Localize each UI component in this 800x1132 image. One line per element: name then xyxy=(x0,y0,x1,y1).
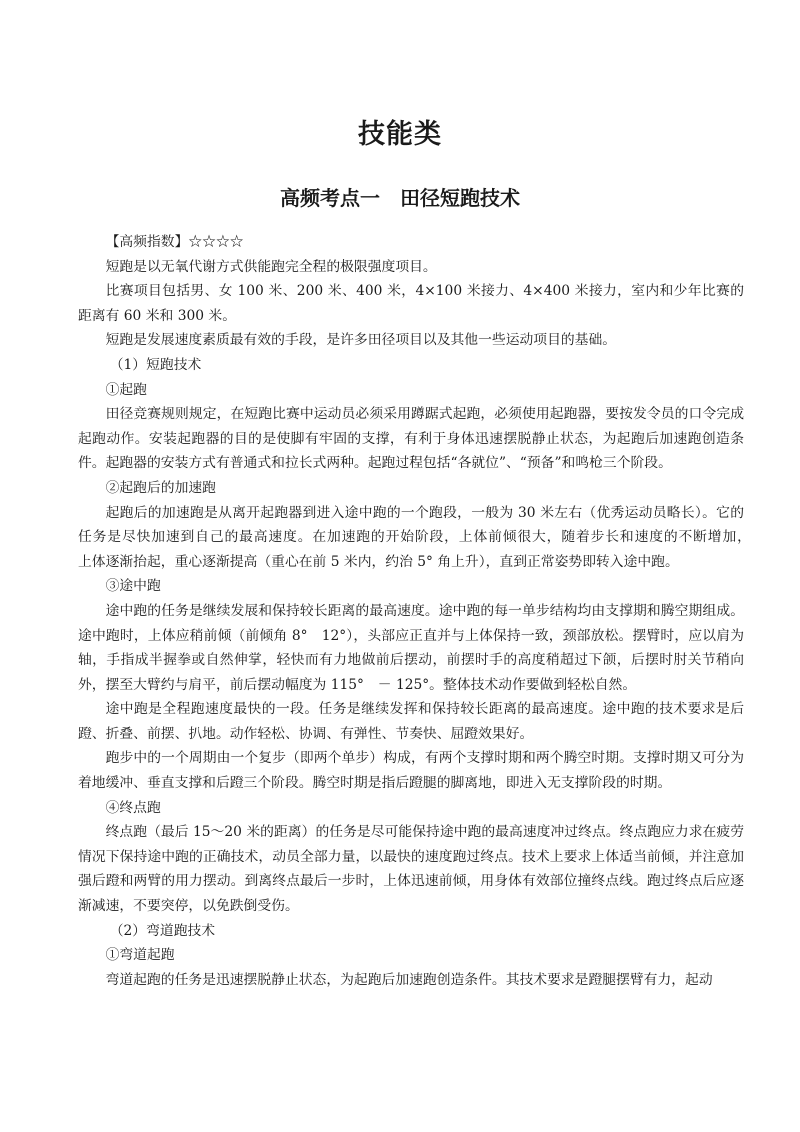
paragraph: 途中跑是全程跑速度最快的一段。任务是继续发挥和保持较长距离的最高速度。途中跑的技术要求是后蹬、折叠、前摆、扒地。动作轻松、协调、有弹性、节奏快、屈蹬效果好。 xyxy=(78,701,744,742)
frequency-index: 【高频指数】☆☆☆☆ xyxy=(105,234,244,250)
paragraph: 田径竞赛规则规定，在短跑比赛中运动员必须采用蹲踞式起跑，必须使用起跑器，要按发令员的口令完成起跑动作。安装起跑器的目的是使脚有牢固的支撑，有利于身体迅速摆脱静止状态，为起跑后加速跑创造条件。起跑器的安装方式有普通式和拉长式两种。起跑过程包括“各就位”、“预备”和鸣枪三个阶段。 xyxy=(78,406,744,472)
item-heading: ③途中跑 xyxy=(105,578,161,595)
paragraph: 短跑是以无氧代谢方式供能跑完全程的极限强度项目。 xyxy=(105,258,437,275)
document-body xyxy=(78,230,772,992)
paragraph: 短跑是发展速度素质最有效的手段，是许多田径项目以及其他一些运动项目的基础。 xyxy=(105,332,617,349)
subsection-heading: （2）弯道跑技术 xyxy=(109,922,216,939)
item-heading: ①弯道起跑 xyxy=(105,947,175,964)
item-heading: ④终点跑 xyxy=(105,799,161,816)
section-title: 高频考点一 田径短跑技术 xyxy=(280,186,520,210)
paragraph: 比赛项目包括男、女 100 米、200 米、400 米，4×100 米接力、4×400 米接力，室内和少年比赛的距离有 60 米和 300 米。 xyxy=(78,283,744,324)
subsection-heading: （1）短跑技术 xyxy=(109,356,202,373)
item-heading: ②起跑后的加速跑 xyxy=(105,479,216,496)
paragraph: 终点跑（最后 15～20 米的距离）的任务是尽可能保持途中跑的最高速度冲过终点。终点跑应力求在疲劳情况下保持途中跑的正确技术，动员全部力量，以最快的速度跑过终点。技术上要求上体适当前倾，并注意加强后蹬和两臂的用力摆动。到离终点最后一步时，上体迅速前倾，用身体有效部位撞终点线。跑过终点后应逐渐减速，不要突停，以免跌倒受伤。 xyxy=(78,824,744,915)
paragraph: 起跑后的加速跑是从离开起跑器到进入途中跑的一个跑段，一般为 30 米左右（优秀运动员略长）。它的任务是尽快加速到自己的最高速度。在加速跑的开始阶段，上体前倾很大，随着步长和速度的不断增加， 上体逐渐抬起，重心逐渐提高（重心在前 5 米内，约治 5° 角上升），直到正常姿势即转入途中跑。 xyxy=(78,504,772,570)
paragraph: 跑步中的一个周期由一个复步（即两个单步）构成，有两个支撑时期和两个腾空时期。支撑时期又可分为着地缓冲、垂直支撑和后蹬三个阶段。腾空时期是指后蹬腿的脚离地，即进入无支撑阶段的时期。 xyxy=(78,750,744,792)
paragraph: 途中跑的任务是继续发展和保持较长距离的最高速度。途中跑的每一单步结构均由支撑期和腾空期组成。途中跑时，上体应稍前倾（前倾角 8° 12°），头部应正直并与上体保持一致，颈部放松。摆臂时，应以肩为轴，手指成半握拳或自然伸掌，轻快而有力地做前后摆动，前摆时手的高度稍超过下颌，后摆时肘关节稍向外，摆至大臂约与肩平，前后摆动幅度为 115° － 125°。整体技术动作要做到轻松自然。 xyxy=(78,602,744,693)
item-heading: ①起跑 xyxy=(105,381,147,398)
paragraph: 弯道起跑的任务是迅速摆脱静止状态，为起跑后加速跑创造条件。其技术要求是蹬腿摆臂有力，起动 xyxy=(105,971,713,988)
page-title: 技能类 xyxy=(358,119,442,150)
